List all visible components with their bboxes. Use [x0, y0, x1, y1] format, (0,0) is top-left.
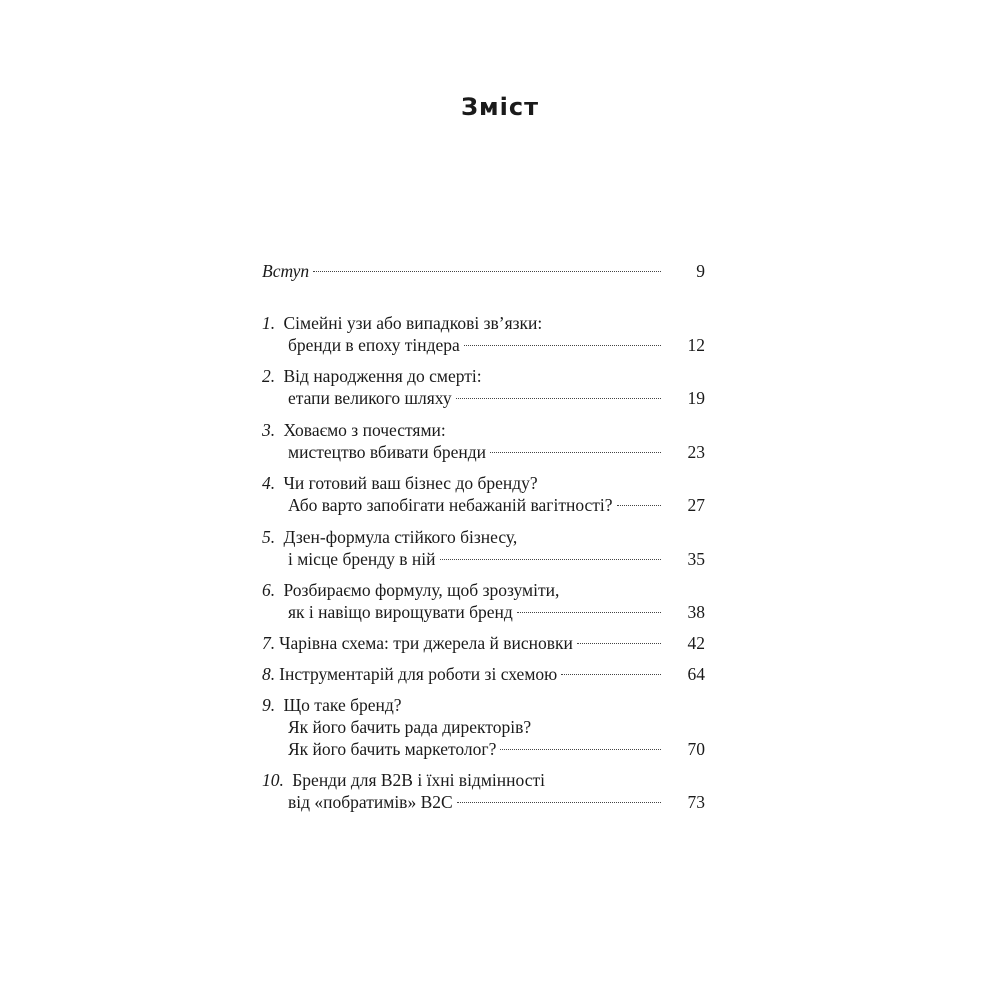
chapter-title: Бренди для B2B і їхні відмінності [292, 770, 545, 790]
chapter-title: Як його бачить маркетолог? [288, 739, 497, 759]
chapter-number: 6. [262, 580, 276, 600]
toc-page-number: 38 [687, 602, 705, 622]
dot-leader [456, 398, 661, 399]
chapter-title: Чи готовий ваш бізнес до бренду? [283, 473, 538, 493]
chapter-title: Від народження до смерті: [283, 366, 482, 386]
dot-leader [577, 643, 661, 644]
chapter-title: від «побратимів» B2C [288, 792, 453, 812]
toc-entry-last-line [288, 492, 705, 518]
toc-page-number: 9 [696, 261, 705, 281]
chapter-title: Або варто запобігати небажаній вагітності? [288, 495, 613, 515]
toc-page-number: 42 [687, 633, 705, 653]
dot-leader [490, 452, 661, 453]
toc-page-number: 27 [687, 495, 705, 515]
toc-page-number: 23 [687, 442, 705, 462]
chapter-title: Як його бачить рада директорів? [288, 717, 532, 737]
dot-leader [617, 505, 661, 506]
toc-page-number: 73 [687, 792, 705, 812]
chapter-title: Інструментарій для роботи зі схемою [279, 664, 558, 684]
chapter-title: і місце бренду в ній [288, 549, 436, 569]
toc-entry-chapter-7[interactable] [262, 630, 705, 656]
chapter-title: Дзен-формула стійкого бізнесу, [283, 527, 518, 547]
toc-entry-last-line [288, 385, 705, 411]
dot-leader [517, 612, 661, 613]
toc-entry-intro[interactable] [262, 258, 705, 284]
chapter-title: Розбираємо формулу, щоб зрозуміти, [283, 580, 560, 600]
chapter-number: 1. [262, 313, 276, 333]
toc-entry-last-line [288, 546, 705, 572]
toc-entry-last-line [288, 332, 705, 358]
dot-leader [500, 749, 661, 750]
dot-leader [464, 345, 661, 346]
chapter-title: Ховаємо з почестями: [283, 420, 446, 440]
page-title: Зміст [460, 93, 540, 121]
toc-page-number: 12 [687, 335, 705, 355]
dot-leader [457, 802, 661, 803]
toc-entry-last-line [288, 439, 705, 465]
dot-leader [313, 271, 661, 272]
chapter-title: Що таке бренд? [283, 695, 402, 715]
chapter-number: 9. [262, 695, 276, 715]
chapter-number: 2. [262, 366, 276, 386]
chapter-number: 10. [262, 770, 284, 790]
chapter-number: 5. [262, 527, 276, 547]
chapter-number: 4. [262, 473, 276, 493]
chapter-title: Чарівна схема: три джерела й висновки [279, 633, 573, 653]
toc-entry-last-line [288, 789, 705, 815]
chapter-title: мистецтво вбивати бренди [288, 442, 486, 462]
toc-entry-title: Вступ [262, 261, 310, 281]
chapter-number: 3. [262, 420, 276, 440]
toc-page-number: 35 [687, 549, 705, 569]
dot-leader [561, 674, 661, 675]
chapter-title: Сімейні узи або випадкові зв’язки: [283, 313, 543, 333]
dot-leader [440, 559, 662, 560]
toc-entry-chapter-8[interactable] [262, 661, 705, 687]
toc-page-number: 70 [687, 739, 705, 759]
chapter-number: 7. [262, 633, 276, 653]
toc-entry-last-line [288, 599, 705, 625]
toc-entry-last-line [288, 736, 705, 762]
toc-page-number: 64 [687, 664, 705, 684]
chapter-title: етапи великого шляху [288, 388, 452, 408]
toc-page-number: 19 [687, 388, 705, 408]
chapter-number: 8. [262, 664, 276, 684]
chapter-title: бренди в епоху тіндера [288, 335, 460, 355]
chapter-title: як і навіщо вирощувати бренд [288, 602, 513, 622]
